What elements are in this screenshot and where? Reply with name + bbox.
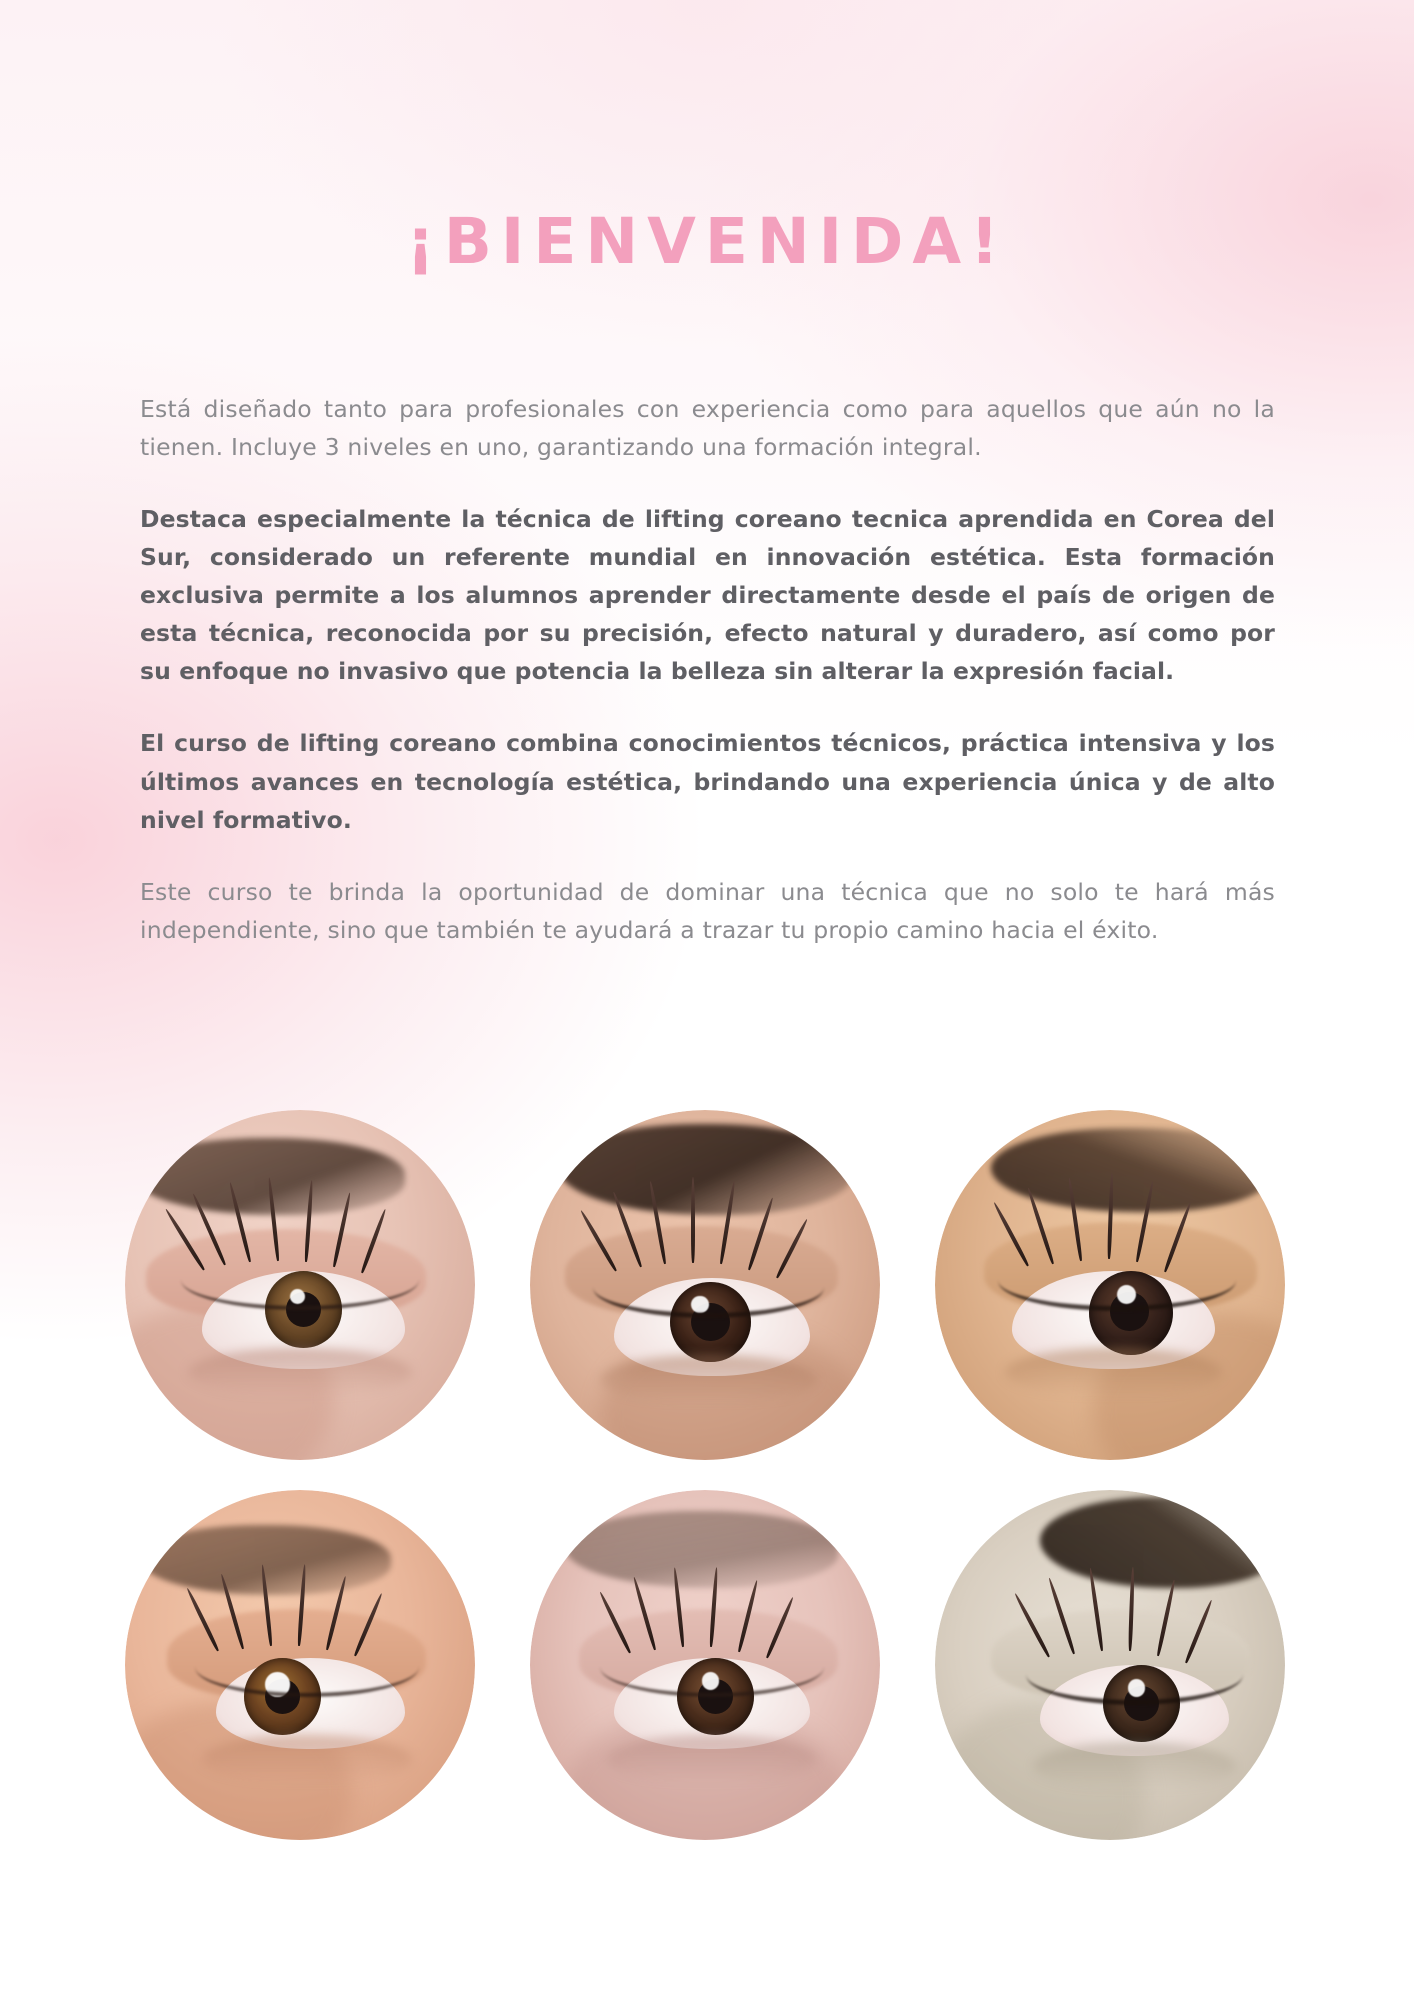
eye-photo-6 bbox=[935, 1490, 1285, 1840]
lash-strand bbox=[691, 1177, 695, 1263]
body-content bbox=[140, 390, 1275, 949]
eye-photo-5 bbox=[530, 1490, 880, 1840]
under-eye-crease bbox=[600, 1355, 817, 1404]
under-eye-crease bbox=[1033, 1742, 1236, 1791]
page-title: ¡BIENVENIDA! bbox=[406, 205, 1008, 279]
under-eye-crease bbox=[607, 1735, 817, 1784]
lash-line bbox=[195, 1637, 419, 1697]
lash-line bbox=[1026, 1644, 1243, 1705]
paragraph-curso: El curso de lifting coreano combina conocimientos técnicos, práctica intensiva y los últimos avances en tecnología estética, brindando una experiencia única y de alto nivel formativo. bbox=[140, 729, 1275, 834]
paragraph-intro: Está diseñado tanto para profesionales con experiencia como para aquellos que aún no la tienen. Incluye 3 niveles en uno, garantizando una formación integral. bbox=[140, 395, 1275, 462]
paragraph-oportunidad: Este curso te brinda la oportunidad de dominar una técnica que no solo te hará más independiente, sino que también te ayudará a trazar tu propio camino hacia el éxito. bbox=[140, 877, 1275, 944]
under-eye-crease bbox=[1005, 1348, 1222, 1397]
eye-photo-4 bbox=[125, 1490, 475, 1840]
lash-line bbox=[593, 1257, 824, 1318]
paragraph-destaca: Destaca especialmente la técnica de lifting coreano tecnica aprendida en Corea del Sur, considerado un referente mundial en innovación estética. Esta formación exclusiva permite a los alumnos aprender directamente desde el país de origen de esta técnica, reconocida por su precisión, efecto natural y duradero, así como por su enfoque no invasivo que potencia la belleza sin alterar la expresión facial. bbox=[140, 505, 1275, 686]
under-eye-crease bbox=[188, 1348, 412, 1397]
lash-line bbox=[998, 1250, 1236, 1311]
eye-photo-3 bbox=[935, 1110, 1285, 1460]
eye-photo-1 bbox=[125, 1110, 475, 1460]
under-eye-crease bbox=[202, 1735, 412, 1784]
eye-photo-2 bbox=[530, 1110, 880, 1460]
lash-line bbox=[181, 1250, 419, 1310]
eye-photo-gallery bbox=[125, 1110, 1295, 1840]
